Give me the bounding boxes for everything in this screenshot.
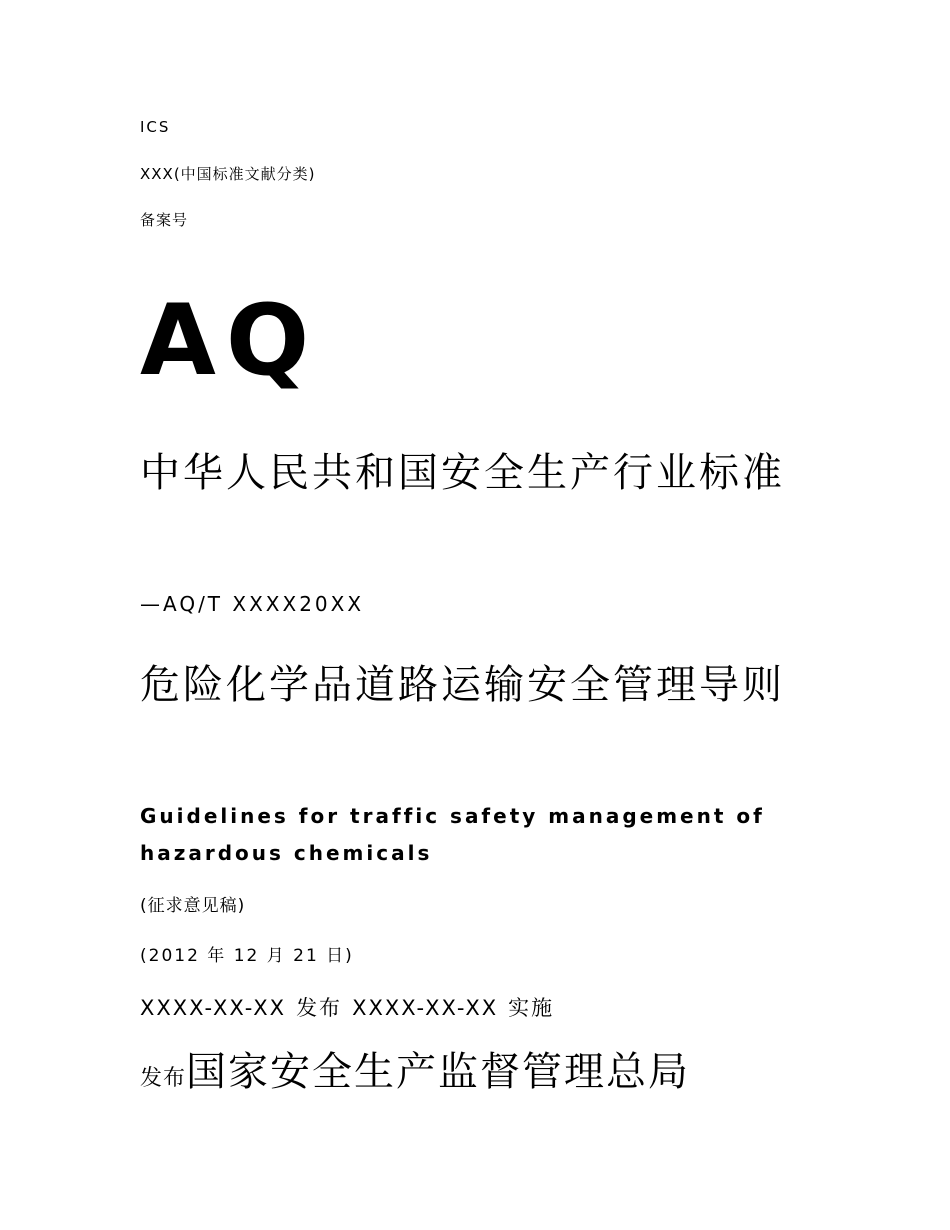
publisher bbox=[140, 1040, 690, 1097]
publisher-label: 发布 bbox=[140, 1066, 187, 1091]
draft-status: (征求意见稿) bbox=[140, 896, 246, 916]
implement-label: 实施 bbox=[508, 996, 555, 1020]
document-title-cn: 危险化学品道路运输安全管理导则 bbox=[140, 662, 785, 708]
publish-label: 发布 bbox=[296, 996, 343, 1020]
classification-code: XXX(中国标准文献分类) bbox=[140, 165, 316, 183]
standard-number: —AQ/T XXXX20XX bbox=[140, 592, 365, 616]
record-number: 备案号 bbox=[140, 211, 189, 229]
document-title-en: Guidelines for traffic safety management of hazardous chemicals bbox=[140, 804, 765, 865]
draft-date: (2012 年 12 月 21 日) bbox=[140, 946, 354, 966]
publisher-name: 国家安全生产监督管理总局 bbox=[186, 1049, 691, 1095]
implement-date: XXXX-XX-XX bbox=[352, 996, 499, 1020]
standard-category-title: 中华人民共和国安全生产行业标准 bbox=[140, 450, 785, 496]
publish-implement-dates bbox=[140, 992, 554, 1022]
publish-date: XXXX-XX-XX bbox=[140, 996, 287, 1020]
ics-code: ICS bbox=[140, 118, 171, 136]
standard-logo-text: AQ bbox=[140, 284, 320, 398]
